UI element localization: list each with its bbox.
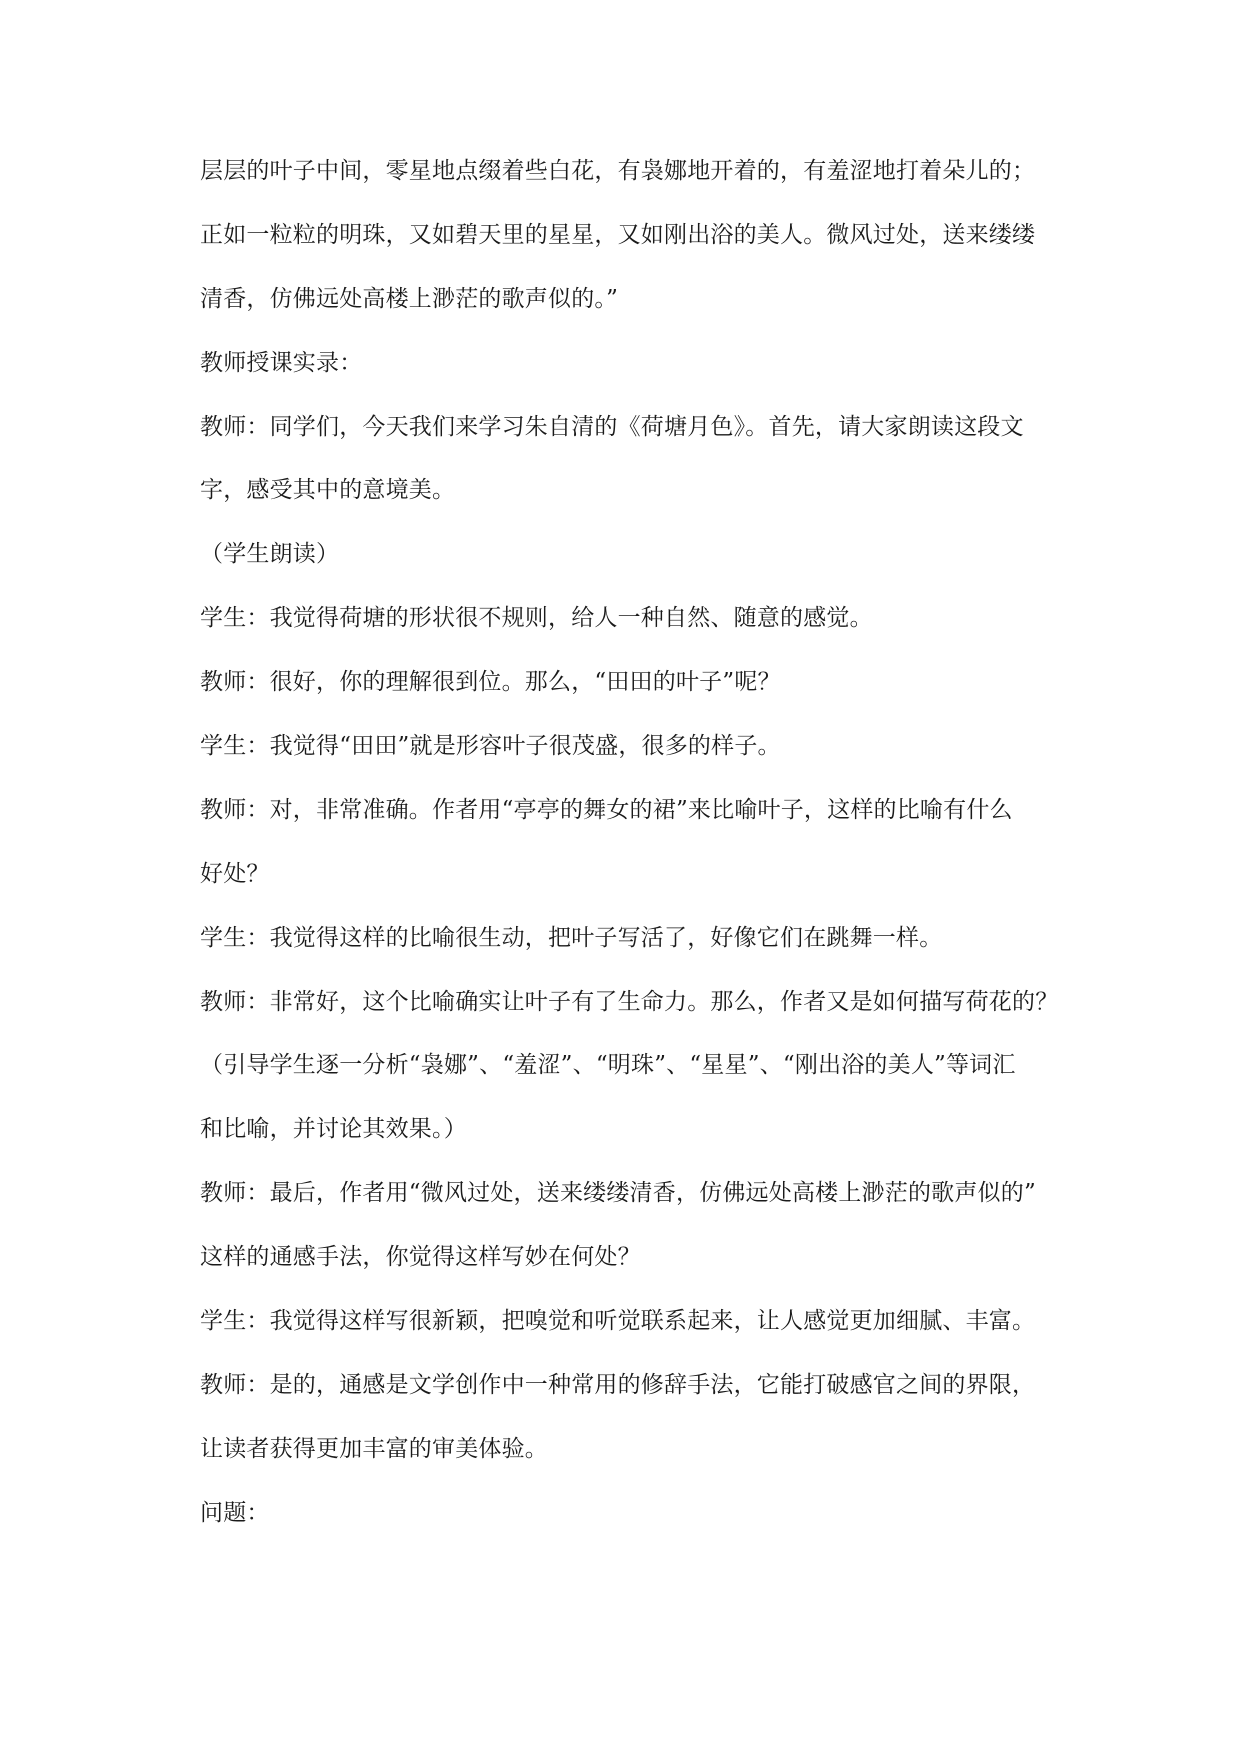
text-line: 教师：同学们，今天我们来学习朱自清的《荷塘月色》。首先，请大家朗读这段文 — [200, 413, 1024, 440]
text-line: 让读者获得更加丰富的审美体验。 — [200, 1435, 548, 1462]
text-line: 正如一粒粒的明珠，又如碧天里的星星，又如刚出浴的美人。微风过处，送来缕缕 — [200, 221, 1036, 248]
text-line: 教师：对，非常准确。作者用“亭亭的舞女的裙”来比喻叶子，这样的比喻有什么 — [200, 796, 1013, 823]
text-line: 学生：我觉得荷塘的形状很不规则，给人一种自然、随意的感觉。 — [200, 605, 873, 632]
text-line: 这样的通感手法，你觉得这样写妙在何处？ — [200, 1244, 641, 1271]
question-heading: 问题： — [200, 1499, 270, 1526]
text-line: 教师：最后，作者用“微风过处，送来缕缕清香，仿佛远处高楼上渺茫的歌声似的” — [200, 1180, 1036, 1207]
text-line: 教师：是的，通感是文学创作中一种常用的修辞手法，它能打破感官之间的界限， — [200, 1371, 1036, 1398]
text-line: 层层的叶子中间，零星地点缀着些白花，有袅娜地开着的，有羞涩地打着朵儿的； — [200, 158, 1036, 184]
document-body — [200, 140, 1120, 1546]
text-line: 字，感受其中的意境美。 — [200, 477, 456, 504]
text-line: 学生：我觉得这样的比喻很生动，把叶子写活了，好像它们在跳舞一样。 — [200, 924, 943, 951]
stage-direction: （学生朗读） — [200, 541, 340, 568]
text-line: 清香，仿佛远处高楼上渺茫的歌声似的。” — [200, 285, 619, 312]
text-line: 学生：我觉得“田田”就是形容叶子很茂盛，很多的样子。 — [200, 733, 781, 760]
text-line: 教师：很好，你的理解很到位。那么，“田田的叶子”呢？ — [200, 669, 781, 696]
section-heading: 教师授课实录： — [200, 349, 363, 376]
stage-direction: 和比喻，并讨论其效果。） — [200, 1116, 467, 1143]
stage-direction: （引导学生逐一分析“袅娜”、“羞涩”、“明珠”、“星星”、“刚出浴的美人”等词汇 — [200, 1052, 1016, 1079]
text-line: 学生：我觉得这样写很新颖，把嗅觉和听觉联系起来，让人感觉更加细腻、丰富。 — [200, 1308, 1036, 1335]
text-line: 教师：非常好，这个比喻确实让叶子有了生命力。那么，作者又是如何描写荷花的？ — [200, 988, 1059, 1015]
text-line: 好处？ — [200, 860, 270, 887]
